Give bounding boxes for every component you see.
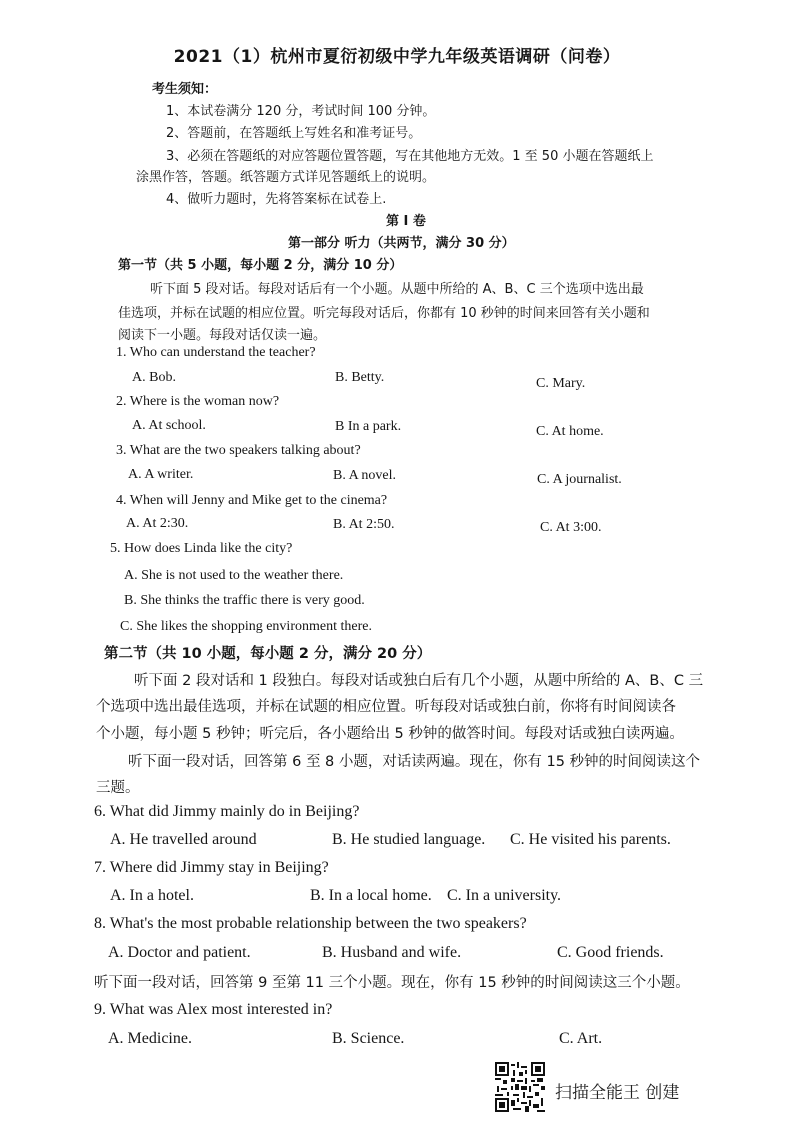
section2-instruction: 个小题，每小题 5 秒钟；听完后，各小题给出 5 秒钟的做答时间。每段对话或独白读两遍。 bbox=[96, 726, 684, 742]
question-6: 6. What did Jimmy mainly do in Beijing? bbox=[94, 803, 360, 820]
question-2: 2. Where is the woman now? bbox=[116, 394, 280, 409]
question-1: 1. Who can understand the teacher? bbox=[116, 345, 316, 360]
option-a: A. At school. bbox=[132, 418, 206, 433]
section2-instruction: 个选项中选出最佳选项，并标在试题的相应位置。听每段对话或独白前，你将有时间阅读各 bbox=[96, 699, 676, 715]
question-3: 3. What are the two speakers talking about? bbox=[116, 443, 361, 458]
option-a: A. He travelled around bbox=[110, 831, 257, 848]
option-b: B. He studied language. bbox=[332, 831, 486, 848]
notice-item: 4、做听力题时，先将答案标在试卷上. bbox=[166, 192, 387, 207]
option-b: B. In a local home. bbox=[310, 887, 432, 904]
section1-instruction: 听下面 5 段对话。每段对话后有一个小题。从题中所给的 A、B、C 三个选项中选出最 bbox=[150, 282, 644, 297]
option-b: B. Betty. bbox=[335, 370, 385, 385]
option-a: A. At 2:30. bbox=[126, 516, 189, 531]
section1-heading: 第一节（共 5 小题，每小题 2 分，满分 10 分） bbox=[118, 258, 403, 273]
option-b: B. She thinks the traffic there is very good. bbox=[124, 593, 365, 608]
option-c: C. At 3:00. bbox=[540, 520, 602, 535]
notice-item: 3、必须在答题纸的对应答题位置答题，写在其他地方无效。1 至 50 小题在答题纸上 bbox=[166, 149, 654, 164]
notice-heading: 考生须知： bbox=[152, 82, 218, 97]
volume-label: 第 I 卷 bbox=[386, 214, 426, 229]
option-a: A. She is not used to the weather there. bbox=[124, 568, 344, 583]
section1-instruction: 佳选项，并标在试题的相应位置。听完每段对话后，你都有 10 秒钟的时间来回答有关小题和 bbox=[118, 306, 650, 321]
option-a: A. A writer. bbox=[128, 467, 194, 482]
option-c: C. He visited his parents. bbox=[510, 831, 671, 848]
question-8: 8. What's the most probable relationship between the two speakers? bbox=[94, 915, 527, 932]
option-b: B. Husband and wife. bbox=[322, 944, 462, 961]
option-a: A. In a hotel. bbox=[110, 887, 194, 904]
section1-instruction: 阅读下一小题。每段对话仅读一遍。 bbox=[118, 328, 327, 343]
option-a: A. Bob. bbox=[132, 370, 176, 385]
scanner-watermark: 扫描全能王 创建 bbox=[555, 1083, 680, 1103]
question-5: 5. How does Linda like the city? bbox=[110, 541, 293, 556]
intro-9-11: 听下面一段对话，回答第 9 至第 11 三个小题。现在，你有 15 秒钟的时间阅读这三个小题。 bbox=[94, 975, 690, 991]
option-c: C. In a university. bbox=[447, 887, 562, 904]
qr-code-icon bbox=[495, 1062, 545, 1112]
option-b: B. At 2:50. bbox=[333, 517, 395, 532]
option-a: A. Doctor and patient. bbox=[108, 944, 251, 961]
notice-item: 涂黑作答，答题。纸答题方式详见答题纸上的说明。 bbox=[136, 170, 436, 185]
intro-6-8-cont: 三题。 bbox=[96, 780, 140, 796]
section2-heading: 第二节（共 10 小题，每小题 2 分，满分 20 分） bbox=[104, 646, 432, 662]
question-4: 4. When will Jenny and Mike get to the cinema? bbox=[116, 493, 388, 508]
section2-instruction: 听下面 2 段对话和 1 段独白。每段对话或独白后有几个小题，从题中所给的 A、B、C 三 bbox=[134, 673, 704, 689]
option-b: B. A novel. bbox=[333, 468, 397, 483]
notice-item: 2、答题前，在答题纸上写姓名和准考证号。 bbox=[166, 126, 422, 141]
page-title: 2021（1）杭州市夏衍初级中学九年级英语调研（问卷） bbox=[173, 47, 621, 67]
question-7: 7. Where did Jimmy stay in Beijing? bbox=[94, 859, 329, 876]
option-c: C. Good friends. bbox=[557, 944, 664, 961]
intro-6-8: 听下面一段对话，回答第 6 至 8 小题，对话读两遍。现在，你有 15 秒钟的时间阅读这个 bbox=[128, 754, 701, 770]
option-c: C. Mary. bbox=[536, 376, 586, 391]
part-one-heading: 第一部分 听力（共两节，满分 30 分） bbox=[288, 236, 515, 251]
notice-item: 1、本试卷满分 120 分，考试时间 100 分钟。 bbox=[166, 104, 436, 119]
question-9: 9. What was Alex most interested in? bbox=[94, 1001, 333, 1018]
option-c: C. Art. bbox=[559, 1030, 603, 1047]
option-c: C. She likes the shopping environment there. bbox=[120, 619, 372, 634]
option-b: B In a park. bbox=[335, 419, 402, 434]
option-b: B. Science. bbox=[332, 1030, 405, 1047]
option-c: C. A journalist. bbox=[537, 472, 622, 487]
option-c: C. At home. bbox=[536, 424, 604, 439]
option-a: A. Medicine. bbox=[108, 1030, 192, 1047]
